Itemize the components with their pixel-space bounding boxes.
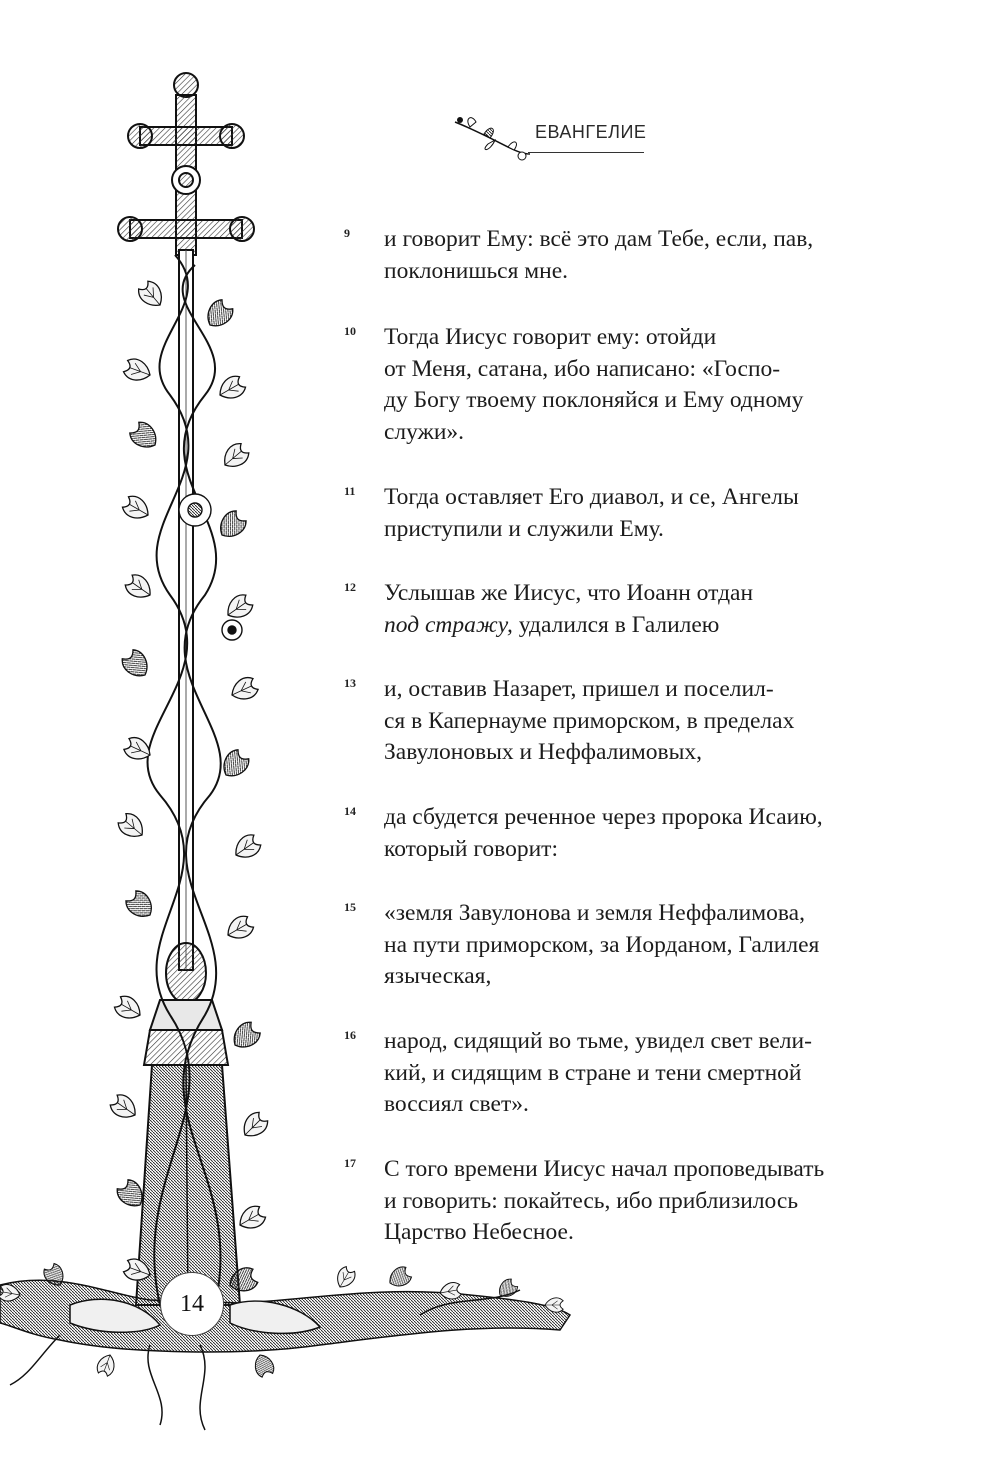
verse-number: 17 — [344, 1156, 356, 1170]
verse-text — [384, 674, 884, 769]
verse-line: Завулоновых и Неффалимовых, — [384, 739, 703, 765]
verse-line: который говорит: — [384, 835, 558, 862]
verse-line: служи». — [384, 418, 465, 445]
verse-text — [384, 802, 884, 865]
verse-italic: под стражу, — [384, 611, 513, 638]
verse-line: кий, и сидящим в стране и тени смертной — [384, 1059, 802, 1086]
verse-line: Царство Небесное. — [384, 1219, 574, 1245]
verse-number: 10 — [344, 324, 356, 338]
verse-number: 13 — [344, 676, 356, 690]
verse-line: и говорит Ему: всё это дам Тебе, если, пав, — [384, 226, 814, 252]
verse-line: и, оставив Назарет, пришел и поселил- — [384, 676, 774, 702]
cross-finial — [118, 73, 254, 255]
verse-text — [384, 578, 884, 641]
verse-text — [384, 1154, 884, 1249]
ground-roots — [0, 1280, 570, 1430]
verse-line: народ, сидящий во тьме, увидел свет вели- — [384, 1028, 812, 1054]
verse-text — [384, 1026, 884, 1121]
running-header — [450, 110, 650, 170]
header-rule — [528, 152, 644, 153]
verse-text — [384, 898, 884, 993]
verse-number: 15 — [344, 900, 356, 914]
verse-number: 9 — [344, 226, 350, 240]
verse-line: С того времени Иисус начал проповедывать — [384, 1156, 825, 1182]
verse-line: «земля Завулонова и земля Неффалимова, — [384, 900, 805, 926]
verse-line: да сбудется реченное через пророка Исаию, — [384, 804, 823, 830]
verse-number: 12 — [344, 580, 356, 594]
verse-line: поклонишься мне. — [384, 257, 569, 284]
floral-sprig-ornament — [450, 110, 540, 170]
verse-text — [384, 224, 884, 287]
verse-line: ду Богу твоему поклоняйся и Ему одному — [384, 387, 804, 413]
verse-line: Тогда Иисус говорит ему: отойди — [384, 324, 717, 350]
pedestal — [136, 1000, 240, 1305]
verse-text — [384, 322, 884, 448]
verse-line: Тогда оставляет Его диавол, и се, Ангелы — [384, 484, 799, 510]
verse-number: 14 — [344, 804, 356, 818]
verse-line-rest: удалился в Галилею — [512, 611, 720, 638]
verse-line: ся в Капернауме приморском, в пределах — [384, 707, 795, 734]
verse-line: от Меня, сатана, ибо написано: «Госпо- — [384, 355, 781, 382]
verse-line: на пути приморском, за Иорданом, Галилея — [384, 931, 820, 958]
verse-line: воссиял свет». — [384, 1091, 529, 1117]
verse-line: Услышав же Иисус, что Иоанн отдан — [384, 580, 754, 606]
verse-number: 16 — [344, 1028, 356, 1042]
page-number: 14 — [160, 1272, 224, 1336]
verse-number: 11 — [344, 484, 356, 498]
verse-line: и говорить: покайтесь, ибо приблизилось — [384, 1187, 799, 1214]
header-title: ЕВАНГЕЛИЕ — [535, 122, 647, 142]
verse-line — [384, 610, 884, 642]
verse-line: языческая, — [384, 963, 492, 989]
verse-text — [384, 482, 884, 545]
verse-line: приступили и служили Ему. — [384, 515, 664, 542]
